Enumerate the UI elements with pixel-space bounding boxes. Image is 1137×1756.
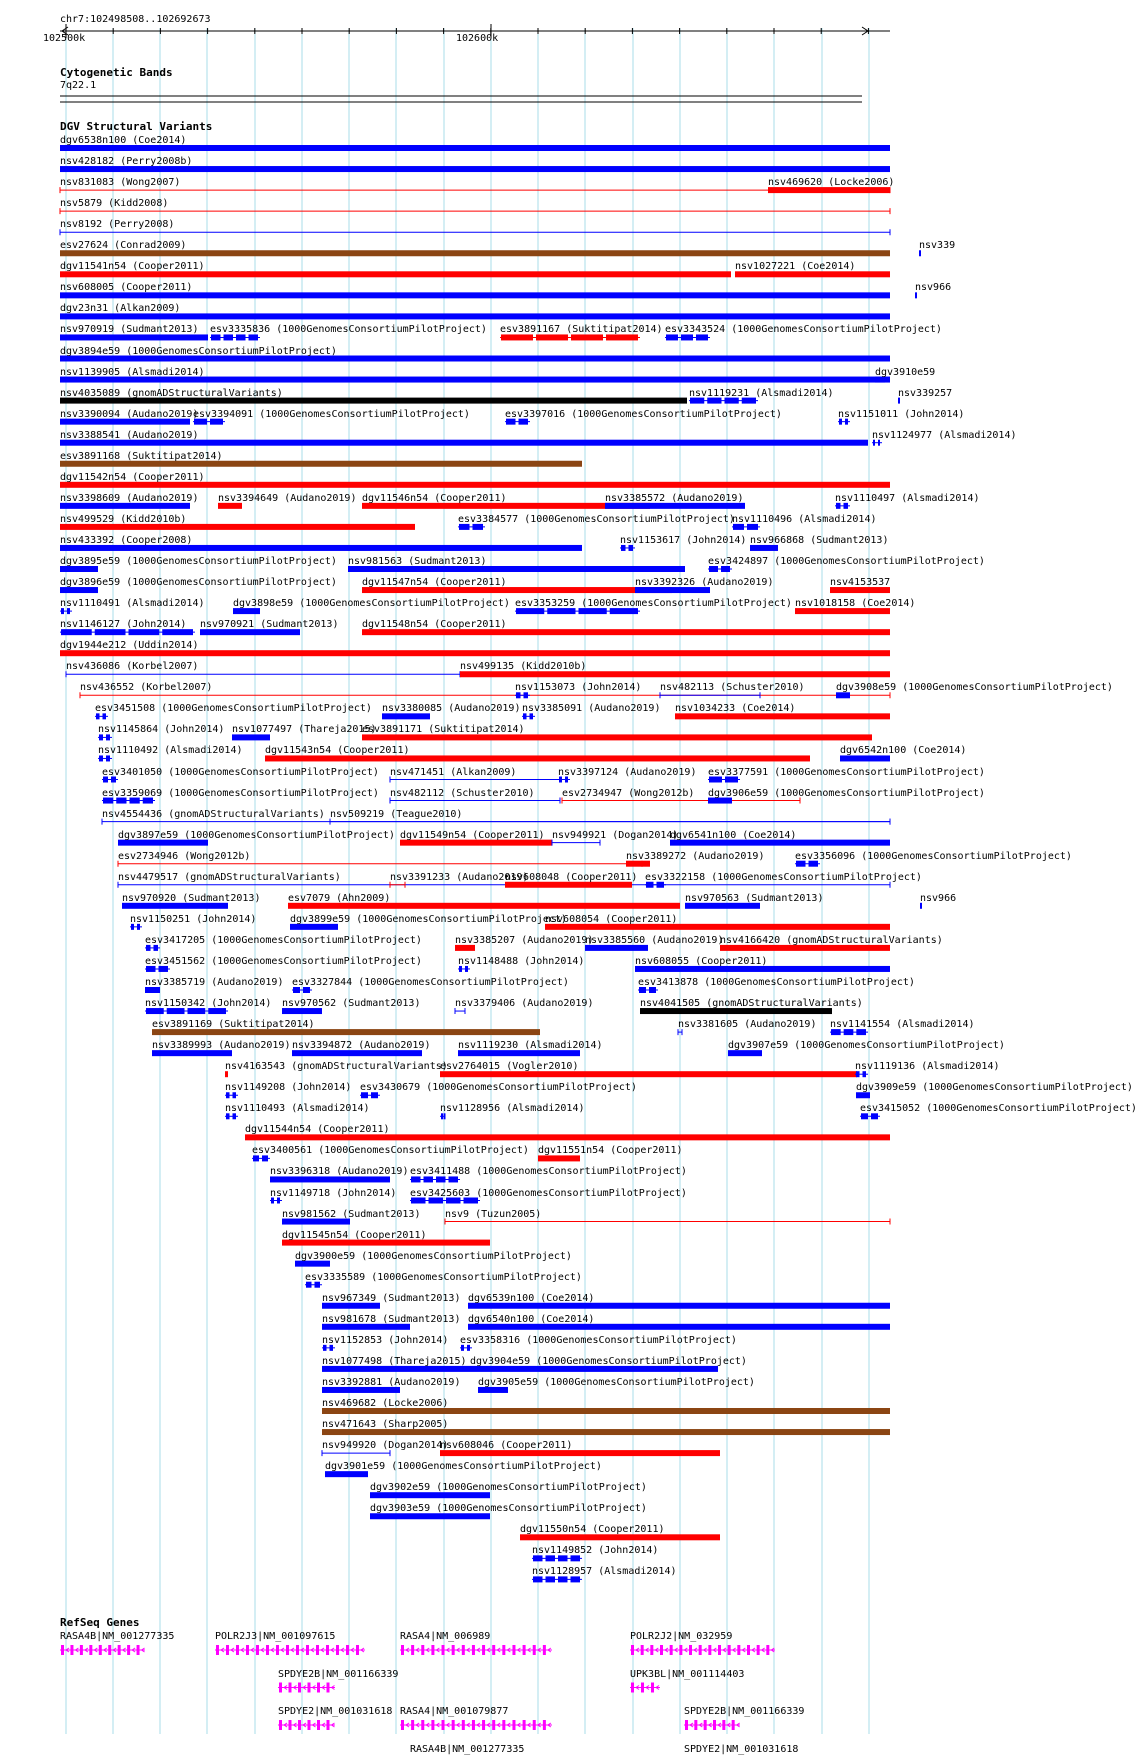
dgv-feature-label[interactable]: nsv3394649 (Audano2019) — [218, 492, 357, 504]
refseq-exon — [336, 1645, 339, 1655]
dgv-feature-label[interactable]: nsv981678 (Sudmant2013) — [322, 1313, 461, 1325]
refseq-exon — [256, 1645, 259, 1655]
dgv-feature-label[interactable]: esv3891167 (Suktitipat2014) — [500, 324, 663, 336]
dgv-feature-label[interactable]: nsv949920 (Dogan2014) — [322, 1440, 449, 1452]
refseq-exon — [411, 1720, 414, 1730]
refseq-exon — [308, 1720, 311, 1730]
dgv-feature-label[interactable]: nsv1128956 (Alsmadi2014) — [440, 1103, 585, 1115]
dgv-feature-label[interactable]: dgv3910e59 — [875, 366, 936, 378]
dgv-feature-label[interactable]: nsv1152853 (John2014) — [322, 1334, 449, 1346]
dgv-feature-label[interactable]: nsv3398609 (Audano2019) — [60, 492, 199, 504]
refseq-exon — [472, 1645, 475, 1655]
dgv-feature-label[interactable]: nsv3385719 (Audano2019) — [145, 977, 284, 988]
dgv-feature-label[interactable]: esv3415052 (1000GenomesConsortiumPilotProject) — [860, 1103, 1137, 1115]
dgv-feature-label[interactable]: nsv1119136 (Alsmadi2014) — [855, 1061, 1000, 1073]
dgv-feature-label[interactable]: nsv1150251 (John2014) — [130, 913, 257, 925]
refseq-exon — [80, 1645, 83, 1655]
refseq-exon — [327, 1720, 330, 1730]
dgv-feature-label[interactable]: esv3335836 (1000GenomesConsortiumPilotProject) — [210, 324, 487, 336]
dgv-feature-label[interactable]: esv3322158 (1000GenomesConsortiumPilotProject) — [645, 871, 922, 883]
refseq-exon — [699, 1645, 702, 1655]
dgv-feature-label[interactable]: nsv3385560 (Audano2019) — [585, 934, 724, 946]
refseq-exon — [543, 1720, 546, 1730]
dgv-feature-label[interactable]: nsv1145864 (John2014) — [98, 724, 225, 736]
dgv-feature-label[interactable]: esv3401050 (1000GenomesConsortiumPilotProject) — [102, 766, 379, 778]
refseq-exon — [411, 1645, 414, 1655]
refseq-exon — [651, 1683, 654, 1693]
dgv-feature-label[interactable]: nsv3385207 (Audano2019) — [455, 934, 594, 946]
dgv-feature-label[interactable]: nsv981562 (Sudmant2013) — [282, 1208, 421, 1220]
dgv-feature-label[interactable]: nsv608005 (Cooper2011) — [60, 282, 193, 294]
dgv-feature-label[interactable]: nsv499135 (Kidd2010b) — [460, 661, 587, 673]
refseq-exon — [713, 1720, 716, 1730]
refseq-exon — [236, 1645, 239, 1655]
refseq-exon — [502, 1645, 505, 1655]
refseq-gene-label[interactable]: UPK3BL|NM_001114403 — [630, 1668, 745, 1680]
refseq-gene-label[interactable]: POLR2J2|NM_032959 — [630, 1631, 733, 1642]
refseq-exon — [137, 1645, 140, 1655]
refseq-exon — [286, 1645, 289, 1655]
dgv-feature-label[interactable]: nsv970921 (Sudmant2013) — [200, 619, 339, 631]
refseq-exon — [718, 1645, 721, 1655]
dgv-feature-label[interactable]: dgv6541n100 (Coe2014) — [670, 829, 797, 841]
refseq-exon — [276, 1645, 279, 1655]
refseq-exon — [533, 1645, 536, 1655]
dgv-feature-label[interactable]: nsv499529 (Kidd2010b) — [60, 513, 187, 525]
dgv-feature-label[interactable]: dgv11543n54 (Cooper2011) — [265, 745, 410, 757]
dgv-feature-label[interactable]: nsv436086 (Korbel2007) — [66, 661, 199, 673]
dgv-feature-label[interactable]: nsv482112 (Schuster2010) — [390, 787, 535, 799]
dgv-feature-label[interactable]: nsv1077497 (Thareja2015) — [232, 724, 377, 736]
dgv-feature-label[interactable]: nsv1018158 (Coe2014) — [795, 598, 916, 610]
dgv-feature-label[interactable]: nsv8192 (Perry2008) — [60, 219, 175, 231]
refseq-exon — [737, 1645, 740, 1655]
dgv-feature-label[interactable]: nsv1139905 (Alsmadi2014) — [60, 366, 205, 378]
dgv-feature-label[interactable]: nsv1148488 (John2014) — [458, 955, 585, 967]
refseq-exon — [127, 1645, 130, 1655]
dgv-feature-label[interactable]: nsv4153537 — [830, 577, 891, 589]
refseq-exon — [452, 1645, 455, 1655]
dgv-feature-label[interactable]: nsv1027221 (Coe2014) — [735, 261, 856, 273]
dgv-feature-label[interactable]: esv3891171 (Suktitipat2014) — [362, 724, 525, 736]
dgv-feature-label[interactable]: dgv3908e59 (1000GenomesConsortiumPilotProject) — [836, 682, 1113, 694]
dgv-feature-label[interactable]: nsv3397124 (Audano2019) — [558, 766, 697, 778]
dgv-feature-label[interactable]: dgv1944e212 (Uddin2014) — [60, 640, 199, 652]
refseq-exon — [641, 1645, 644, 1655]
dgv-feature-label[interactable]: nsv3396318 (Audano2019) — [270, 1166, 409, 1178]
refseq-exon — [346, 1645, 349, 1655]
dgv-feature-label[interactable]: dgv3902e59 (1000GenomesConsortiumPilotProject) — [370, 1482, 647, 1494]
refseq-exon — [482, 1720, 485, 1730]
ruler-tick-label-102500k: 102500k — [43, 33, 86, 44]
dgv-feature-label[interactable]: nsv967349 (Sudmant2013) — [322, 1292, 461, 1304]
refseq-exon — [631, 1683, 634, 1693]
cytoband-label: 7q22.1 — [60, 80, 97, 91]
dgv-feature-label[interactable]: dgv3906e59 (1000GenomesConsortiumPilotProject) — [708, 787, 985, 799]
refseq-exon — [99, 1645, 102, 1655]
dgv-feature-label[interactable]: nsv1110491 (Alsmadi2014) — [60, 598, 205, 610]
dgv-feature-label[interactable]: nsv970563 (Sudmant2013) — [685, 892, 824, 904]
dgv-feature-label[interactable]: nsv471451 (Alkan2009) — [390, 766, 517, 778]
dgv-feature-label[interactable]: nsv970920 (Sudmant2013) — [122, 892, 261, 904]
dgv-feature-label[interactable]: nsv970562 (Sudmant2013) — [282, 998, 421, 1010]
dgv-feature-label[interactable]: nsv1150342 (John2014) — [145, 998, 272, 1010]
dgv-feature-label[interactable]: dgv11551n54 (Cooper2011) — [538, 1145, 683, 1157]
dgv-feature-label[interactable]: nsv9 (Tuzun2005) — [445, 1208, 542, 1220]
dgv-feature-label[interactable]: nsv1110493 (Alsmadi2014) — [225, 1103, 370, 1115]
dgv-feature-label[interactable]: nsv966 — [920, 892, 957, 904]
dgv-feature-label[interactable]: nsv4554436 (gnomADStructuralVariants) — [102, 808, 325, 820]
dgv-feature-label[interactable]: dgv3904e59 (1000GenomesConsortiumPilotProject) — [470, 1355, 747, 1367]
dgv-feature-label[interactable]: nsv1124977 (Alsmadi2014) — [872, 429, 1017, 441]
dgv-feature-label[interactable]: esv2734946 (Wong2012b) — [118, 850, 251, 862]
refseq-exon — [462, 1720, 465, 1730]
refseq-exon — [431, 1645, 434, 1655]
dgv-feature-label[interactable]: nsv3385091 (Audano2019) — [522, 703, 661, 715]
dgv-feature-label[interactable]: nsv1149718 (John2014) — [270, 1187, 397, 1199]
refseq-exon — [327, 1683, 330, 1693]
dgv-feature-label[interactable]: nsv3392881 (Audano2019) — [322, 1376, 461, 1388]
refseq-exon — [317, 1683, 320, 1693]
dgv-feature-label[interactable]: esv3353259 (1000GenomesConsortiumPilotProject) — [515, 598, 792, 610]
refseq-exon — [279, 1683, 282, 1693]
refseq-exon — [533, 1720, 536, 1730]
dgv-feature-label[interactable]: nsv1149852 (John2014) — [532, 1545, 659, 1557]
dgv-feature-label[interactable]: nsv1146127 (John2014) — [60, 619, 187, 631]
refseq-exon — [442, 1645, 445, 1655]
dgv-feature-label[interactable]: esv7079 (Ahn2009) — [288, 892, 391, 904]
dgv-feature-label[interactable]: dgv11542n54 (Cooper2011) — [60, 471, 205, 483]
dgv-feature-label[interactable]: nsv436552 (Korbel2007) — [80, 682, 213, 694]
dgv-feature-label[interactable]: esv3335589 (1000GenomesConsortiumPilotProject) — [305, 1271, 582, 1283]
refseq-exon — [246, 1645, 249, 1655]
refseq-exon — [523, 1720, 526, 1730]
dgv-feature-label[interactable]: esv3451562 (1000GenomesConsortiumPilotProject) — [145, 955, 422, 967]
refseq-exon — [482, 1645, 485, 1655]
dgv-feature-label[interactable]: nsv3390094 (Audano2019) — [60, 408, 199, 420]
dgv-feature-label[interactable]: dgv23n31 (Alkan2009) — [60, 303, 181, 315]
refseq-exon — [226, 1645, 229, 1655]
dgv-feature-label[interactable]: esv3413878 (1000GenomesConsortiumPilotProject) — [638, 977, 915, 988]
dgv-feature-label[interactable]: nsv4479517 (gnomADStructuralVariants) — [118, 871, 341, 883]
dgv-feature-label[interactable]: nsv1077498 (Thareja2015) — [322, 1355, 467, 1367]
dgv-feature-label[interactable]: nsv1110497 (Alsmadi2014) — [835, 492, 980, 504]
dgv-feature-label[interactable]: nsv471643 (Sharp2005) — [322, 1419, 449, 1431]
dgv-feature-label[interactable]: dgv6542n100 (Coe2014) — [840, 745, 967, 757]
refseq-exon — [266, 1645, 269, 1655]
dgv-feature-label[interactable]: nsv4035089 (gnomADStructuralVariants) — [60, 387, 283, 399]
refseq-exon — [421, 1720, 424, 1730]
dgv-feature-label[interactable]: esv3425603 (1000GenomesConsortiumPilotProject) — [410, 1187, 687, 1199]
refseq-exon — [296, 1645, 299, 1655]
dgv-feature-label[interactable]: esv3358316 (1000GenomesConsortiumPilotProject) — [460, 1334, 737, 1346]
refseq-gene-label[interactable]: SPDYE2|NM_001031618 — [684, 1743, 799, 1755]
dgv-feature-label[interactable]: nsv608054 (Cooper2011) — [545, 913, 678, 925]
refseq-exon — [462, 1645, 465, 1655]
dgv-feature-label[interactable]: nsv5879 (Kidd2008) — [60, 198, 169, 210]
refseq-exon — [279, 1720, 282, 1730]
ruler-position-label: chr7:102498508..102692673 — [60, 14, 211, 25]
dgv-feature-label[interactable]: dgv3895e59 (1000GenomesConsortiumPilotProject) — [60, 556, 337, 567]
refseq-exon — [421, 1645, 424, 1655]
refseq-exon — [694, 1720, 697, 1730]
refseq-gene-label[interactable]: POLR2J3|NM_001097615 — [215, 1631, 336, 1642]
refseq-exon — [70, 1645, 73, 1655]
refseq-exon — [298, 1683, 301, 1693]
dgv-feature-label[interactable]: esv3451508 (1000GenomesConsortiumPilotProject) — [95, 703, 372, 715]
dgv-feature-label[interactable]: nsv509219 (Teague2010) — [330, 808, 463, 820]
dgv-feature-label[interactable]: nsv981563 (Sudmant2013) — [348, 556, 487, 567]
dgv-feature-label[interactable]: esv2734947 (Wong2012b) — [562, 787, 695, 799]
dgv-feature-label[interactable]: nsv4041505 (gnomADStructuralVariants) — [640, 998, 863, 1010]
dgv-feature-label[interactable]: nsv966 — [915, 282, 952, 294]
dgv-feature-label[interactable]: dgv3894e59 (1000GenomesConsortiumPilotProject) — [60, 345, 337, 357]
refseq-exon — [512, 1720, 515, 1730]
refseq-exon — [316, 1645, 319, 1655]
dgv-feature-label[interactable]: dgv3909e59 (1000GenomesConsortiumPilotProject) — [856, 1082, 1133, 1094]
dgv-feature-label[interactable]: dgv3905e59 (1000GenomesConsortiumPilotProject) — [478, 1376, 755, 1388]
dgv-feature-label[interactable]: dgv6539n100 (Coe2014) — [468, 1292, 595, 1304]
refseq-exon — [356, 1645, 359, 1655]
refseq-gene-label[interactable]: SPDYE2|NM_001031618 — [278, 1706, 393, 1717]
refseq-exon — [289, 1720, 292, 1730]
dgv-feature-label[interactable]: esv3343524 (1000GenomesConsortiumPilotProject) — [665, 324, 942, 336]
dgv-feature-label[interactable]: dgv3901e59 (1000GenomesConsortiumPilotProject) — [325, 1461, 602, 1473]
refseq-exon — [326, 1645, 329, 1655]
dgv-feature-label[interactable]: nsv339257 — [898, 387, 953, 399]
refseq-exon — [89, 1645, 92, 1655]
dgv-feature-label[interactable]: nsv608055 (Cooper2011) — [635, 955, 768, 967]
dgv-feature-label[interactable]: nsv433392 (Cooper2008) — [60, 534, 193, 546]
dgv-feature-label[interactable]: nsv3381605 (Audano2019) — [678, 1019, 817, 1031]
dgv-feature-bar — [60, 313, 890, 319]
refseq-exon — [401, 1720, 404, 1730]
dgv-feature-label[interactable]: dgv3907e59 (1000GenomesConsortiumPilotProject) — [728, 1040, 1005, 1052]
dgv-feature-label[interactable]: dgv11550n54 (Cooper2011) — [520, 1524, 665, 1536]
refseq-exon — [472, 1720, 475, 1730]
refseq-exon — [308, 1683, 311, 1693]
refseq-exon — [631, 1645, 634, 1655]
refseq-exon — [512, 1645, 515, 1655]
refseq-gene-label[interactable]: SPDYE2B|NM_001166339 — [278, 1668, 399, 1680]
refseq-gene-label[interactable]: SPDYE2B|NM_001166339 — [684, 1706, 805, 1717]
dgv-feature-label[interactable]: dgv11549n54 (Cooper2011) — [400, 829, 545, 841]
ruler-tick-label-102600k: 102600k — [456, 33, 499, 44]
refseq-exon — [298, 1720, 301, 1730]
dgv-feature-label[interactable]: nsv3389993 (Audano2019) — [152, 1040, 291, 1052]
dgv-feature-label[interactable]: nsv1141554 (Alsmadi2014) — [830, 1019, 975, 1031]
dgv-feature-label[interactable]: nsv608048 (Cooper2011) — [505, 871, 638, 883]
dgv-feature-label[interactable]: nsv966868 (Sudmant2013) — [750, 534, 889, 546]
dgv-feature-label[interactable]: esv27624 (Conrad2009) — [60, 240, 187, 252]
refseq-exon — [689, 1645, 692, 1655]
refseq-gene-label[interactable]: RASA4|NM_006989 — [400, 1631, 491, 1642]
dgv-feature-label[interactable]: esv2764015 (Vogler2010) — [440, 1061, 579, 1073]
refseq-exon — [502, 1720, 505, 1730]
dgv-feature-label[interactable]: nsv1149208 (John2014) — [225, 1082, 352, 1094]
cytoband-track-title: Cytogenetic Bands — [60, 66, 173, 79]
dgv-feature-label[interactable]: nsv1034233 (Coe2014) — [675, 703, 796, 715]
dgv-feature-label[interactable]: esv3377591 (1000GenomesConsortiumPilotProject) — [708, 766, 985, 778]
dgv-feature-label[interactable]: nsv4166420 (gnomADStructuralVariants) — [720, 934, 943, 946]
dgv-feature-label[interactable]: nsv1128957 (Alsmadi2014) — [532, 1566, 677, 1578]
dgv-feature-label[interactable]: esv3327844 (1000GenomesConsortiumPilotProject) — [292, 977, 569, 988]
refseq-gene-label[interactable]: RASA4B|NM_001277335 — [60, 1631, 175, 1642]
refseq-exon — [747, 1645, 750, 1655]
dgv-feature-label[interactable]: nsv1119231 (Alsmadi2014) — [689, 387, 834, 399]
dgv-feature-label[interactable]: nsv1110496 (Alsmadi2014) — [732, 513, 877, 525]
dgv-feature-label[interactable]: dgv11546n54 (Cooper2011) — [362, 492, 507, 504]
refseq-exon — [708, 1645, 711, 1655]
dgv-feature-label[interactable]: nsv949921 (Dogan2014) — [552, 829, 679, 841]
dgv-feature-label[interactable]: nsv339 — [919, 240, 956, 252]
refseq-exon — [523, 1645, 526, 1655]
dgv-feature-label[interactable]: esv3411488 (1000GenomesConsortiumPilotProject) — [410, 1166, 687, 1178]
dgv-feature-label[interactable]: esv3417205 (1000GenomesConsortiumPilotProject) — [145, 934, 422, 946]
refseq-exon — [704, 1720, 707, 1730]
refseq-exon — [492, 1645, 495, 1655]
refseq-exon — [401, 1645, 404, 1655]
refseq-exon — [650, 1645, 653, 1655]
refseq-exon — [108, 1645, 111, 1655]
refseq-exon — [660, 1645, 663, 1655]
dgv-feature-label[interactable]: nsv3391233 (Audano2019) — [390, 871, 529, 883]
dgv-feature-label[interactable]: esv3891168 (Suktitipat2014) — [60, 450, 223, 462]
refseq-exon — [757, 1645, 760, 1655]
dgv-feature-label[interactable]: nsv3388541 (Audano2019) — [60, 429, 199, 441]
dgv-feature-label[interactable]: dgv3898e59 (1000GenomesConsortiumPilotProject) — [233, 598, 510, 610]
dgv-feature-label[interactable]: nsv1119230 (Alsmadi2014) — [458, 1040, 603, 1052]
refseq-exon — [289, 1683, 292, 1693]
dgv-feature-label[interactable]: nsv3389272 (Audano2019) — [626, 850, 765, 862]
refseq-exon — [216, 1645, 219, 1655]
refseq-exon — [61, 1645, 64, 1655]
dgv-feature-label[interactable]: esv3397016 (1000GenomesConsortiumPilotProject) — [505, 408, 782, 420]
dgv-feature-label[interactable]: esv3356096 (1000GenomesConsortiumPilotProject) — [795, 850, 1072, 862]
refseq-exon — [679, 1645, 682, 1655]
refseq-gene-label[interactable]: RASA4|NM_001079877 — [400, 1706, 509, 1717]
dgv-feature-label[interactable]: esv3394091 (1000GenomesConsortiumPilotProject) — [193, 408, 470, 420]
dgv-feature-label[interactable]: nsv608046 (Cooper2011) — [440, 1440, 573, 1452]
refseq-exon — [306, 1645, 309, 1655]
dgv-feature-label[interactable]: dgv3897e59 (1000GenomesConsortiumPilotProject) — [118, 829, 395, 841]
refseq-track-title: RefSeq Genes — [60, 1616, 140, 1629]
dgv-feature-label[interactable]: nsv3392326 (Audano2019) — [635, 577, 774, 589]
dgv-feature-label[interactable]: dgv11547n54 (Cooper2011) — [362, 577, 507, 589]
dgv-feature-label[interactable]: nsv3379406 (Audano2019) — [455, 998, 594, 1010]
dgv-feature-label[interactable]: nsv3394872 (Audano2019) — [292, 1040, 431, 1052]
dgv-feature-label[interactable]: nsv1151011 (John2014) — [838, 408, 965, 420]
dgv-feature-label[interactable]: dgv6538n100 (Coe2014) — [60, 135, 187, 146]
refseq-exon — [685, 1720, 688, 1730]
dgv-feature-label[interactable]: dgv11544n54 (Cooper2011) — [245, 1124, 390, 1136]
dgv-feature-label[interactable]: nsv970919 (Sudmant2013) — [60, 324, 199, 336]
dgv-feature-label[interactable]: dgv3899e59 (1000GenomesConsortiumPilotProject) — [290, 913, 567, 925]
dgv-feature-label[interactable]: esv3359069 (1000GenomesConsortiumPilotProject) — [102, 787, 379, 799]
dgv-feature-label[interactable]: nsv3380085 (Audano2019) — [382, 703, 521, 715]
dgv-feature-label[interactable]: dgv11541n54 (Cooper2011) — [60, 261, 205, 273]
dgv-feature-label[interactable]: nsv1153617 (John2014) — [620, 534, 747, 546]
refseq-exon — [641, 1683, 644, 1693]
refseq-exon — [431, 1720, 434, 1730]
dgv-feature-label[interactable]: nsv831083 (Wong2007) — [60, 177, 181, 189]
dgv-feature-label[interactable]: nsv1153073 (John2014) — [515, 682, 642, 694]
dgv-feature-label[interactable]: nsv482113 (Schuster2010) — [660, 682, 805, 694]
refseq-exon — [442, 1720, 445, 1730]
refseq-exon — [728, 1645, 731, 1655]
dgv-feature-label[interactable]: nsv428182 (Perry2008b) — [60, 156, 193, 168]
dgv-feature-label[interactable]: esv3424897 (1000GenomesConsortiumPilotProject) — [708, 556, 985, 567]
dgv-feature-label[interactable]: dgv6540n100 (Coe2014) — [468, 1313, 595, 1325]
dgv-feature-label[interactable]: esv3384577 (1000GenomesConsortiumPilotProject) — [458, 513, 735, 525]
refseq-exon — [670, 1645, 673, 1655]
dgv-track-title: DGV Structural Variants — [60, 120, 213, 133]
refseq-gene-label[interactable]: RASA4B|NM_001277335 — [410, 1743, 525, 1755]
refseq-exon — [317, 1720, 320, 1730]
dgv-feature-label[interactable]: nsv4163543 (gnomADStructuralVariants) — [225, 1061, 448, 1073]
refseq-exon — [732, 1720, 735, 1730]
dgv-feature-label[interactable]: nsv469620 (Locke2006) — [768, 177, 895, 189]
dgv-feature-label[interactable]: dgv11545n54 (Cooper2011) — [282, 1229, 427, 1241]
dgv-feature-label[interactable]: esv3400561 (1000GenomesConsortiumPilotProject) — [252, 1145, 529, 1157]
refseq-exon — [766, 1645, 769, 1655]
dgv-feature-label[interactable]: nsv1110492 (Alsmadi2014) — [98, 745, 243, 757]
dgv-feature-label[interactable]: esv3891169 (Suktitipat2014) — [152, 1019, 315, 1031]
refseq-exon — [452, 1720, 455, 1730]
refseq-exon — [118, 1645, 121, 1655]
dgv-feature-label[interactable]: dgv3903e59 (1000GenomesConsortiumPilotProject) — [370, 1503, 647, 1515]
refseq-exon — [722, 1720, 725, 1730]
dgv-feature-label[interactable]: nsv469682 (Locke2006) — [322, 1398, 449, 1409]
dgv-feature-label[interactable]: esv3430679 (1000GenomesConsortiumPilotProject) — [360, 1082, 637, 1094]
dgv-feature-label[interactable]: nsv3385572 (Audano2019) — [605, 492, 744, 504]
dgv-feature-label[interactable]: dgv11548n54 (Cooper2011) — [362, 619, 507, 631]
dgv-feature-label[interactable]: dgv3900e59 (1000GenomesConsortiumPilotProject) — [295, 1250, 572, 1262]
refseq-exon — [543, 1645, 546, 1655]
refseq-exon — [492, 1720, 495, 1730]
dgv-feature-label[interactable]: dgv3896e59 (1000GenomesConsortiumPilotProject) — [60, 577, 337, 589]
